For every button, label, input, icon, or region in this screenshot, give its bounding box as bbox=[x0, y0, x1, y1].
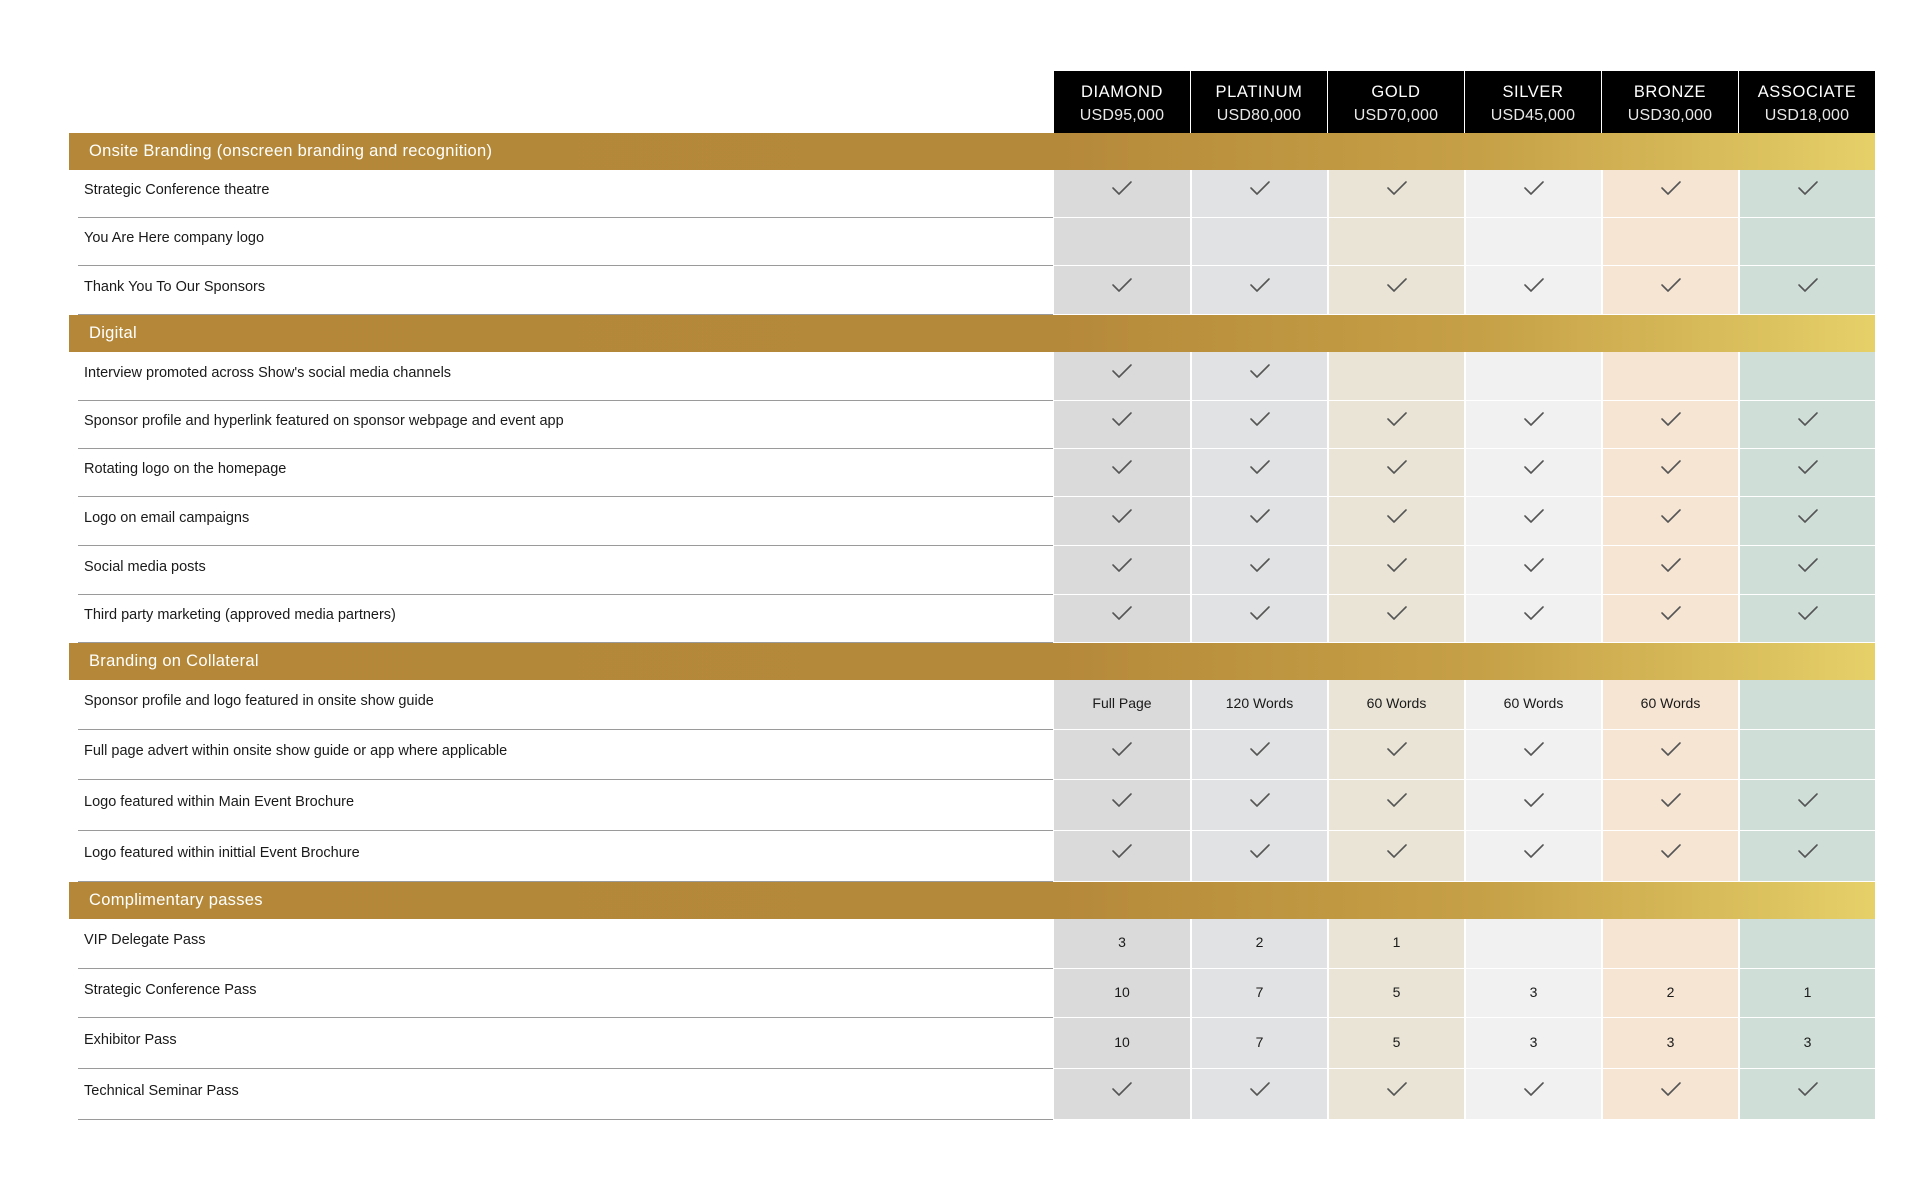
cell-silver bbox=[1465, 730, 1601, 780]
cell-bronze bbox=[1602, 730, 1738, 780]
check-icon bbox=[1797, 459, 1819, 475]
cell-bronze bbox=[1602, 449, 1738, 497]
cell-gold bbox=[1328, 266, 1464, 315]
cell-gold bbox=[1328, 546, 1464, 595]
check-icon bbox=[1797, 605, 1819, 621]
cell-diamond bbox=[1054, 831, 1190, 882]
cell-bronze bbox=[1602, 266, 1738, 315]
cell-value: 5 bbox=[1392, 984, 1401, 1000]
row-label: Logo featured within Main Event Brochure bbox=[84, 794, 355, 810]
tier-header-diamond bbox=[1054, 71, 1190, 133]
row-label: Third party marketing (approved media partners) bbox=[84, 607, 396, 623]
cell-bronze bbox=[1602, 919, 1738, 969]
cell-diamond bbox=[1054, 1018, 1190, 1069]
cell-diamond bbox=[1054, 497, 1190, 546]
check-icon bbox=[1386, 792, 1408, 808]
check-icon bbox=[1386, 277, 1408, 293]
row-label: Interview promoted across Show's social media channels bbox=[84, 365, 452, 381]
check-icon bbox=[1797, 411, 1819, 427]
cell-platinum bbox=[1191, 969, 1327, 1018]
cell-gold bbox=[1328, 730, 1464, 780]
cell-associate bbox=[1739, 218, 1875, 266]
section-title: Digital bbox=[89, 324, 137, 342]
check-icon bbox=[1797, 180, 1819, 196]
cell-bronze bbox=[1602, 595, 1738, 643]
cell-platinum bbox=[1191, 449, 1327, 497]
cell-associate bbox=[1739, 969, 1875, 1018]
check-icon bbox=[1797, 1081, 1819, 1097]
cell-silver bbox=[1465, 266, 1601, 315]
cell-platinum bbox=[1191, 680, 1327, 730]
row-label: You Are Here company logo bbox=[84, 230, 265, 246]
cell-value: 3 bbox=[1529, 984, 1538, 1000]
tier-name: SILVER bbox=[1502, 83, 1564, 101]
table-row bbox=[69, 780, 1875, 831]
cell-diamond bbox=[1054, 218, 1190, 266]
cell-value: 7 bbox=[1255, 1034, 1264, 1050]
cell-bronze bbox=[1602, 497, 1738, 546]
check-icon bbox=[1660, 557, 1682, 573]
sponsorship-table bbox=[69, 71, 1875, 1120]
cell-associate bbox=[1739, 680, 1875, 730]
cell-platinum bbox=[1191, 497, 1327, 546]
check-icon bbox=[1111, 459, 1133, 475]
check-icon bbox=[1660, 180, 1682, 196]
table-row bbox=[69, 595, 1875, 643]
cell-silver bbox=[1465, 831, 1601, 882]
cell-platinum bbox=[1191, 730, 1327, 780]
row-label: Exhibitor Pass bbox=[84, 1032, 177, 1048]
cell-bronze bbox=[1602, 218, 1738, 266]
table-row bbox=[69, 919, 1875, 969]
cell-gold bbox=[1328, 170, 1464, 218]
cell-diamond bbox=[1054, 266, 1190, 315]
cell-gold bbox=[1328, 595, 1464, 643]
table-row bbox=[69, 449, 1875, 497]
check-icon bbox=[1111, 363, 1133, 379]
check-icon bbox=[1249, 843, 1271, 859]
cell-silver bbox=[1465, 1069, 1601, 1120]
cell-associate bbox=[1739, 1018, 1875, 1069]
cell-value: 60 Words bbox=[1366, 695, 1427, 711]
check-icon bbox=[1386, 1081, 1408, 1097]
cell-bronze bbox=[1602, 1018, 1738, 1069]
check-icon bbox=[1111, 277, 1133, 293]
check-icon bbox=[1523, 277, 1545, 293]
cell-associate bbox=[1739, 449, 1875, 497]
check-icon bbox=[1660, 508, 1682, 524]
table-row bbox=[69, 546, 1875, 595]
cell-silver bbox=[1465, 218, 1601, 266]
cell-gold bbox=[1328, 919, 1464, 969]
cell-platinum bbox=[1191, 831, 1327, 882]
cell-value: 10 bbox=[1114, 1034, 1130, 1050]
row-label: Sponsor profile and hyperlink featured on sponsor webpage and event app bbox=[84, 413, 564, 429]
check-icon bbox=[1523, 605, 1545, 621]
cell-silver bbox=[1465, 170, 1601, 218]
cell-silver bbox=[1465, 352, 1601, 401]
check-icon bbox=[1249, 459, 1271, 475]
cell-diamond bbox=[1054, 730, 1190, 780]
row-divider bbox=[78, 1119, 1053, 1120]
table-row bbox=[69, 170, 1875, 218]
cell-bronze bbox=[1602, 352, 1738, 401]
cell-diamond bbox=[1054, 352, 1190, 401]
row-label: Sponsor profile and logo featured in onsite show guide bbox=[84, 693, 434, 709]
check-icon bbox=[1249, 180, 1271, 196]
tier-name: DIAMOND bbox=[1080, 83, 1164, 101]
cell-bronze bbox=[1602, 1069, 1738, 1120]
cell-silver bbox=[1465, 680, 1601, 730]
row-label: Logo featured within inittial Event Brochure bbox=[84, 845, 360, 861]
tier-price: USD30,000 bbox=[1627, 107, 1713, 124]
tier-price: USD80,000 bbox=[1216, 107, 1302, 124]
cell-value: 10 bbox=[1114, 984, 1130, 1000]
check-icon bbox=[1111, 508, 1133, 524]
cell-silver bbox=[1465, 595, 1601, 643]
tier-header-row bbox=[69, 71, 1875, 133]
check-icon bbox=[1660, 411, 1682, 427]
check-icon bbox=[1523, 411, 1545, 427]
cell-value: 2 bbox=[1666, 984, 1675, 1000]
table-row bbox=[69, 831, 1875, 882]
cell-diamond bbox=[1054, 919, 1190, 969]
check-icon bbox=[1660, 277, 1682, 293]
section-header-digital bbox=[69, 315, 1875, 352]
check-icon bbox=[1660, 741, 1682, 757]
check-icon bbox=[1660, 843, 1682, 859]
cell-diamond bbox=[1054, 969, 1190, 1018]
cell-gold bbox=[1328, 1018, 1464, 1069]
cell-platinum bbox=[1191, 595, 1327, 643]
check-icon bbox=[1249, 557, 1271, 573]
row-label: Thank You To Our Sponsors bbox=[84, 279, 266, 295]
check-icon bbox=[1797, 277, 1819, 293]
cell-gold bbox=[1328, 218, 1464, 266]
check-icon bbox=[1249, 277, 1271, 293]
cell-value: 7 bbox=[1255, 984, 1264, 1000]
cell-silver bbox=[1465, 497, 1601, 546]
check-icon bbox=[1523, 741, 1545, 757]
check-icon bbox=[1660, 459, 1682, 475]
tier-price: USD45,000 bbox=[1490, 107, 1576, 124]
check-icon bbox=[1249, 411, 1271, 427]
check-icon bbox=[1111, 411, 1133, 427]
cell-platinum bbox=[1191, 546, 1327, 595]
cell-value: 60 Words bbox=[1640, 695, 1701, 711]
cell-associate bbox=[1739, 401, 1875, 449]
cell-silver bbox=[1465, 969, 1601, 1018]
check-icon bbox=[1386, 741, 1408, 757]
cell-bronze bbox=[1602, 546, 1738, 595]
check-icon bbox=[1386, 180, 1408, 196]
cell-gold bbox=[1328, 497, 1464, 546]
cell-gold bbox=[1328, 780, 1464, 831]
tier-price: USD18,000 bbox=[1764, 107, 1850, 124]
cell-gold bbox=[1328, 352, 1464, 401]
check-icon bbox=[1797, 557, 1819, 573]
check-icon bbox=[1249, 508, 1271, 524]
tier-header-associate bbox=[1739, 71, 1875, 133]
cell-value: 2 bbox=[1255, 934, 1264, 950]
cell-bronze bbox=[1602, 969, 1738, 1018]
tier-header-silver bbox=[1465, 71, 1601, 133]
cell-associate bbox=[1739, 352, 1875, 401]
check-icon bbox=[1249, 741, 1271, 757]
row-label: Full page advert within onsite show guide or app where applicable bbox=[84, 743, 508, 759]
row-label: Logo on email campaigns bbox=[84, 510, 250, 526]
table-row bbox=[69, 1018, 1875, 1069]
check-icon bbox=[1111, 1081, 1133, 1097]
cell-associate bbox=[1739, 497, 1875, 546]
cell-associate bbox=[1739, 831, 1875, 882]
cell-associate bbox=[1739, 170, 1875, 218]
cell-diamond bbox=[1054, 595, 1190, 643]
cell-diamond bbox=[1054, 546, 1190, 595]
cell-value: 5 bbox=[1392, 1034, 1401, 1050]
cell-silver bbox=[1465, 1018, 1601, 1069]
tier-name: ASSOCIATE bbox=[1757, 83, 1857, 101]
table-row bbox=[69, 680, 1875, 730]
check-icon bbox=[1523, 508, 1545, 524]
check-icon bbox=[1386, 843, 1408, 859]
cell-platinum bbox=[1191, 352, 1327, 401]
cell-bronze bbox=[1602, 831, 1738, 882]
table-row bbox=[69, 401, 1875, 449]
check-icon bbox=[1386, 508, 1408, 524]
check-icon bbox=[1523, 792, 1545, 808]
cell-gold bbox=[1328, 969, 1464, 1018]
cell-platinum bbox=[1191, 401, 1327, 449]
check-icon bbox=[1660, 1081, 1682, 1097]
cell-diamond bbox=[1054, 170, 1190, 218]
check-icon bbox=[1111, 741, 1133, 757]
cell-silver bbox=[1465, 780, 1601, 831]
row-label: Strategic Conference Pass bbox=[84, 982, 257, 998]
tier-price: USD95,000 bbox=[1079, 107, 1165, 124]
check-icon bbox=[1249, 363, 1271, 379]
cell-gold bbox=[1328, 1069, 1464, 1120]
cell-bronze bbox=[1602, 680, 1738, 730]
row-label: Social media posts bbox=[84, 559, 206, 575]
check-icon bbox=[1523, 459, 1545, 475]
check-icon bbox=[1111, 557, 1133, 573]
section-title: Complimentary passes bbox=[89, 891, 263, 909]
cell-value: 60 Words bbox=[1503, 695, 1564, 711]
cell-value: 3 bbox=[1666, 1034, 1675, 1050]
check-icon bbox=[1523, 180, 1545, 196]
check-icon bbox=[1111, 843, 1133, 859]
cell-platinum bbox=[1191, 780, 1327, 831]
check-icon bbox=[1523, 557, 1545, 573]
cell-associate bbox=[1739, 266, 1875, 315]
cell-associate bbox=[1739, 546, 1875, 595]
section-header-branding-on-collateral bbox=[69, 643, 1875, 680]
cell-platinum bbox=[1191, 919, 1327, 969]
cell-value: Full Page bbox=[1092, 695, 1152, 711]
tier-name: GOLD bbox=[1371, 83, 1421, 101]
section-title: Branding on Collateral bbox=[89, 652, 259, 670]
check-icon bbox=[1386, 605, 1408, 621]
cell-value: 3 bbox=[1803, 1034, 1812, 1050]
cell-value: 3 bbox=[1118, 934, 1126, 950]
cell-bronze bbox=[1602, 780, 1738, 831]
cell-silver bbox=[1465, 546, 1601, 595]
table-row bbox=[69, 1069, 1875, 1120]
check-icon bbox=[1111, 792, 1133, 808]
cell-associate bbox=[1739, 919, 1875, 969]
table-body bbox=[69, 133, 1875, 1120]
cell-gold bbox=[1328, 449, 1464, 497]
check-icon bbox=[1797, 792, 1819, 808]
check-icon bbox=[1523, 1081, 1545, 1097]
cell-associate bbox=[1739, 780, 1875, 831]
cell-diamond bbox=[1054, 780, 1190, 831]
table-row bbox=[69, 266, 1875, 315]
row-label: Strategic Conference theatre bbox=[84, 182, 270, 198]
table-row bbox=[69, 218, 1875, 266]
tier-name: BRONZE bbox=[1633, 83, 1707, 101]
row-label: Technical Seminar Pass bbox=[84, 1083, 239, 1099]
cell-value: 1 bbox=[1803, 984, 1812, 1000]
check-icon bbox=[1111, 180, 1133, 196]
cell-value: 3 bbox=[1529, 1034, 1538, 1050]
cell-platinum bbox=[1191, 266, 1327, 315]
row-label: Rotating logo on the homepage bbox=[84, 461, 287, 477]
check-icon bbox=[1249, 605, 1271, 621]
section-title: Onsite Branding (onscreen branding and recognition) bbox=[89, 142, 493, 160]
cell-associate bbox=[1739, 730, 1875, 780]
cell-gold bbox=[1328, 401, 1464, 449]
cell-associate bbox=[1739, 595, 1875, 643]
cell-value: 1 bbox=[1392, 934, 1401, 950]
table-row bbox=[69, 730, 1875, 780]
check-icon bbox=[1386, 411, 1408, 427]
cell-diamond bbox=[1054, 680, 1190, 730]
section-header-complimentary-passes bbox=[69, 882, 1875, 919]
check-icon bbox=[1111, 605, 1133, 621]
cell-bronze bbox=[1602, 401, 1738, 449]
check-icon bbox=[1386, 459, 1408, 475]
check-icon bbox=[1249, 792, 1271, 808]
table-row bbox=[69, 352, 1875, 401]
cell-bronze bbox=[1602, 170, 1738, 218]
tier-header-gold bbox=[1328, 71, 1464, 133]
cell-associate bbox=[1739, 1069, 1875, 1120]
check-icon bbox=[1797, 508, 1819, 524]
check-icon bbox=[1660, 792, 1682, 808]
cell-silver bbox=[1465, 919, 1601, 969]
check-icon bbox=[1523, 843, 1545, 859]
row-label: VIP Delegate Pass bbox=[84, 932, 206, 948]
table-row bbox=[69, 969, 1875, 1018]
check-icon bbox=[1797, 843, 1819, 859]
cell-platinum bbox=[1191, 1018, 1327, 1069]
check-icon bbox=[1386, 557, 1408, 573]
cell-platinum bbox=[1191, 1069, 1327, 1120]
tier-price: USD70,000 bbox=[1353, 107, 1439, 124]
check-icon bbox=[1249, 1081, 1271, 1097]
cell-value: 120 Words bbox=[1225, 695, 1294, 711]
cell-diamond bbox=[1054, 449, 1190, 497]
tier-header-platinum bbox=[1191, 71, 1327, 133]
section-header-onsite-branding-onscreen-brand bbox=[69, 133, 1875, 170]
cell-silver bbox=[1465, 449, 1601, 497]
cell-diamond bbox=[1054, 1069, 1190, 1120]
tier-name: PLATINUM bbox=[1215, 83, 1303, 101]
cell-platinum bbox=[1191, 218, 1327, 266]
cell-gold bbox=[1328, 831, 1464, 882]
cell-silver bbox=[1465, 401, 1601, 449]
cell-gold bbox=[1328, 680, 1464, 730]
check-icon bbox=[1660, 605, 1682, 621]
cell-platinum bbox=[1191, 170, 1327, 218]
table-row bbox=[69, 497, 1875, 546]
tier-header-bronze bbox=[1602, 71, 1738, 133]
cell-diamond bbox=[1054, 401, 1190, 449]
